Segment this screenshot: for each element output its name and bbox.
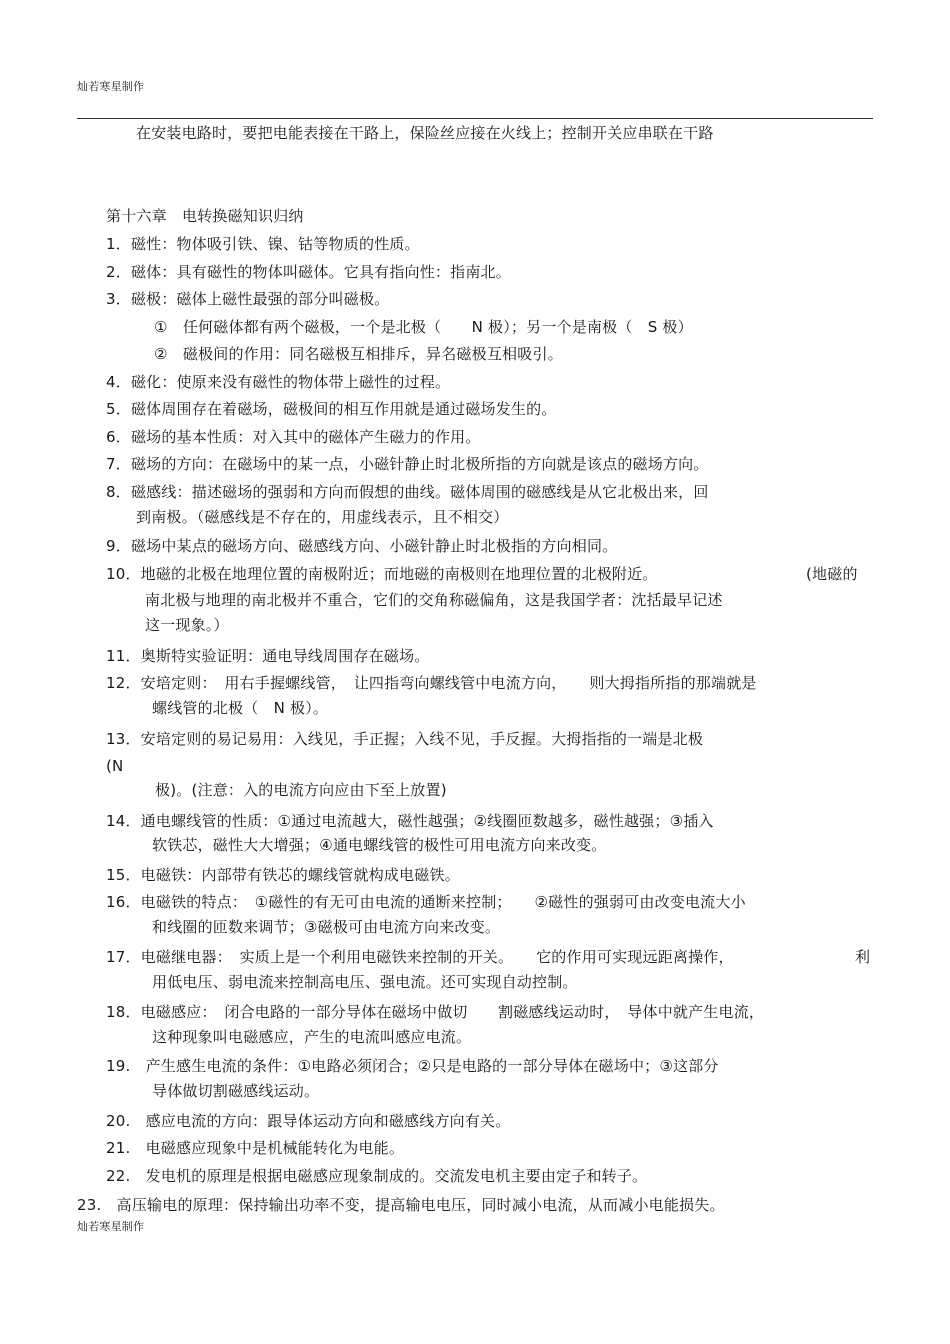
item-6: 6．磁场的基本性质：对入其中的磁体产生磁力的作用。 bbox=[106, 428, 481, 446]
item-13-line-3: 极)。(注意：入的电流方向应由下至上放置) bbox=[155, 781, 447, 799]
item-14-line-1: 14．通电螺线管的性质：①通过电流越大，磁性越强；②线圈匝数越多，磁性越强；③插入 bbox=[106, 812, 714, 830]
item-12-line-2: 螺线管的北极（ N 极）。 bbox=[152, 699, 329, 717]
chapter-title: 第十六章 电转换磁知识归纳 bbox=[106, 207, 304, 225]
header-rule bbox=[77, 118, 873, 119]
item-19-line-1: 19. 产生感生电流的条件：①电路必须闭合；②只是电路的一部分导体在磁场中；③这部分 bbox=[106, 1057, 719, 1075]
item-16-line-2: 和线圈的匝数来调节；③磁极可由电流方向来改变。 bbox=[152, 918, 501, 936]
item-16-line-1: 16．电磁铁的特点： ①磁性的有无可由电流的通断来控制； ②磁性的强弱可由改变电流大小 bbox=[106, 893, 746, 911]
item-7: 7．磁场的方向：在磁场中的某一点，小磁针静止时北极所指的方向就是该点的磁场方向。 bbox=[106, 455, 709, 473]
item-1: 1．磁性：物体吸引铁、镍、钴等物质的性质。 bbox=[106, 235, 420, 253]
item-11: 11．奥斯特实验证明：通电导线周围存在磁场。 bbox=[106, 647, 430, 665]
item-10-line-3: 这一现象。） bbox=[145, 616, 229, 634]
item-17-line-2: 用低电压、弱电流来控制高电压、强电流。还可实现自动控制。 bbox=[152, 973, 578, 991]
item-13-line-2: (N bbox=[106, 757, 124, 775]
item-13-line-1: 13．安培定则的易记易用：入线见，手正握；入线不见，手反握。大拇指指的一端是北极 bbox=[106, 730, 704, 748]
item-12-line-1: 12．安培定则： 用右手握螺线管， 让四指弯向螺线管中电流方向， 则大拇指所指的那端就是 bbox=[106, 674, 757, 692]
item-22: 22. 发电机的原理是根据电磁感应现象制成的。交流发电机主要由定子和转子。 bbox=[106, 1167, 648, 1185]
item-10-line-2: 南北极与地理的南北极并不重合，它们的交角称磁偏角，这是我国学者：沈括最早记述 bbox=[145, 591, 723, 609]
item-3: 3．磁极：磁体上磁性最强的部分叫磁极。 bbox=[106, 290, 390, 308]
item-17-line-1-tail: 利 bbox=[855, 948, 871, 966]
item-23: 23. 高压输电的原理：保持输出功率不变，提高输电电压，同时减小电流，从而减小电能损失。 bbox=[77, 1196, 725, 1214]
item-5: 5．磁体周围存在着磁场，磁极间的相互作用就是通过磁场发生的。 bbox=[106, 400, 557, 418]
footer-watermark: 灿若寒星制作 bbox=[77, 1220, 145, 1233]
item-18-line-1: 18．电磁感应： 闭合电路的一部分导体在磁场中做切 割磁感线运动时， 导体中就产生电流， bbox=[106, 1003, 765, 1021]
item-18-line-2: 这种现象叫电磁感应，产生的电流叫感应电流。 bbox=[152, 1028, 472, 1046]
item-4: 4．磁化：使原来没有磁性的物体带上磁性的过程。 bbox=[106, 373, 451, 391]
item-21: 21. 电磁感应现象中是机械能转化为电能。 bbox=[106, 1139, 405, 1157]
item-19-line-2: 导体做切割磁感线运动。 bbox=[152, 1082, 320, 1100]
item-3-sub-1: ① 任何磁体都有两个磁极，一个是北极（ N 极）；另一个是南极（ S 极） bbox=[154, 318, 693, 336]
header-watermark: 灿若寒星制作 bbox=[77, 80, 145, 93]
item-2: 2．磁体：具有磁性的物体叫磁体。它具有指向性：指南北。 bbox=[106, 263, 511, 281]
item-8-line-1: 8．磁感线：描述磁场的强弱和方向而假想的曲线。磁体周围的磁感线是从它北极出来，回 bbox=[106, 483, 709, 501]
item-17-line-1: 17．电磁继电器： 实质上是一个利用电磁铁来控制的开关。 它的作用可实现远距离操作， bbox=[106, 948, 734, 966]
intro-line: 在安装电路时，要把电能表接在干路上，保险丝应接在火线上；控制开关应串联在干路 bbox=[136, 124, 714, 142]
item-20: 20. 感应电流的方向：跟导体运动方向和磁感线方向有关。 bbox=[106, 1112, 511, 1130]
item-10-line-1-tail: (地磁的 bbox=[806, 565, 858, 583]
item-10-line-1: 10．地磁的北极在地理位置的南极附近；而地磁的南极则在地理位置的北极附近。 bbox=[106, 565, 658, 583]
item-9: 9．磁场中某点的磁场方向、磁感线方向、小磁针静止时北极指的方向相同。 bbox=[106, 537, 618, 555]
item-14-line-2: 软铁芯，磁性大大增强；④通电螺线管的极性可用电流方向来改变。 bbox=[152, 836, 607, 854]
item-3-sub-2: ② 磁极间的作用：同名磁极互相排斥，异名磁极互相吸引。 bbox=[154, 345, 563, 363]
item-8-line-2: 到南极。（磁感线是不存在的，用虚线表示，且不相交） bbox=[136, 508, 509, 526]
item-15: 15．电磁铁：内部带有铁芯的螺线管就构成电磁铁。 bbox=[106, 866, 460, 884]
